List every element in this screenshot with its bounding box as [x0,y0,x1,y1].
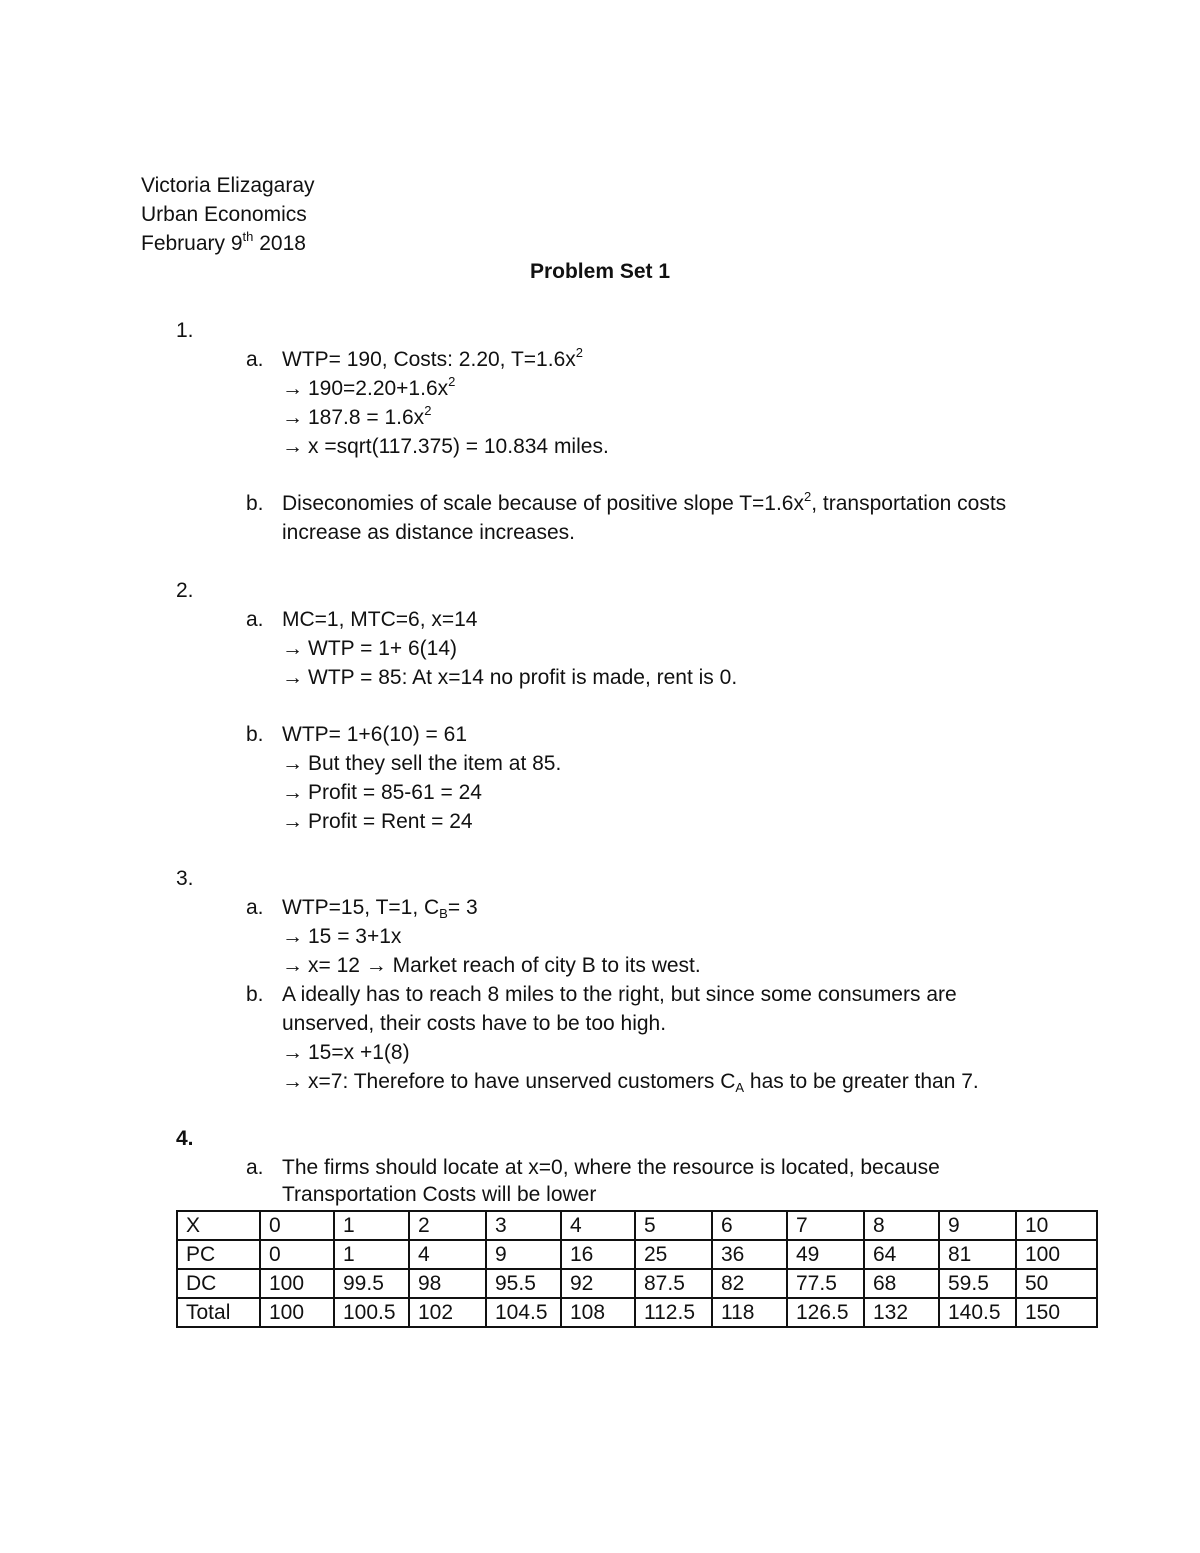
document-header [141,171,315,258]
arrow-icon: → [282,1041,303,1064]
arrow-icon: → [282,925,303,948]
course-name: Urban Economics [141,203,307,226]
table-row-header: Total [177,1298,260,1327]
q2-b-step-2: → Profit = 85-61 = 24 [282,778,482,807]
q3-b-step-2: → x=7: Therefore to have unserved customers $C_A$ has to be greater than 7. [282,1067,979,1096]
cost-table [176,1210,1098,1328]
arrow-icon: → [282,435,303,458]
table-row-header: PC [177,1240,260,1269]
table-cell: 1 [334,1211,409,1240]
table-cell: 150 [1016,1298,1097,1327]
table-cell: 25 [635,1240,712,1269]
table-cell: 7 [787,1211,864,1240]
arrow-icon: → [282,752,303,775]
table-cell: 100 [1016,1240,1097,1269]
arrow-icon: → [282,810,303,833]
table-cell: 64 [864,1240,939,1269]
table-cell: 108 [561,1298,635,1327]
q1-part-b-label: b. [246,492,264,515]
q3-part-b-label: b. [246,983,264,1006]
table-cell: 104.5 [486,1298,561,1327]
table-cell: 98 [409,1269,486,1298]
q2-a-step-2: → WTP = 85: At x=14 no profit is made, rent is 0. [282,663,737,692]
table-cell: 82 [712,1269,787,1298]
q1-a-step-1: → $190=2.20+1.6x^2$ [282,374,455,403]
table-cell: 0 [260,1240,334,1269]
q2-a-step-1: → WTP = 1+ 6(14) [282,634,457,663]
table-cell: 16 [561,1240,635,1269]
table-cell: 5 [635,1211,712,1240]
q2-b-step-1: → But they sell the item at 85. [282,749,561,778]
q2-part-a-label: a. [246,608,264,631]
table-cell: 49 [787,1240,864,1269]
q1-part-b-line-2: increase as distance increases. [282,521,575,544]
table-cell: 132 [864,1298,939,1327]
question-2-number: 2. [176,579,194,602]
table-cell: 2 [409,1211,486,1240]
table-row-header: X [177,1211,260,1240]
table-cell: 77.5 [787,1269,864,1298]
table-row-header: DC [177,1269,260,1298]
table-cell: 4 [561,1211,635,1240]
arrow-icon: → [282,406,303,429]
arrow-icon: → [282,954,303,977]
arrow-icon: → [282,377,303,400]
q2-b-step-3: → Profit = Rent = 24 [282,807,473,836]
arrow-icon: → [282,1070,303,1093]
arrow-icon: → [282,666,303,689]
q3-part-b-line-2: unserved, their costs have to be too high. [282,1012,667,1035]
cost-table-body [177,1211,1097,1327]
table-cell: 95.5 [486,1269,561,1298]
table-cell: 118 [712,1298,787,1327]
table-cell: 0 [260,1211,334,1240]
q3-part-b-line-1: A ideally has to reach 8 miles to the right, but since some consumers are [282,983,957,1006]
q4-part-a-line-1: The firms should locate at x=0, where the resource is located, because [282,1156,940,1179]
question-1-number: 1. [176,319,194,342]
q2-part-a-text: MC=1, MTC=6, x=14 [282,608,478,631]
arrow-icon: → [365,954,387,977]
q2-part-b-label: b. [246,723,264,746]
table-cell: 59.5 [939,1269,1016,1298]
q4-part-a-line-2: Transportation Costs will be lower [282,1183,597,1206]
table-cell: 112.5 [635,1298,712,1327]
table-cell: 126.5 [787,1298,864,1327]
document-date: February 9th 2018 [141,229,306,255]
q1-a-step-3: → x =sqrt(117.375) = 10.834 miles. [282,432,609,461]
q1-part-a-label: a. [246,348,264,371]
table-cell: 10 [1016,1211,1097,1240]
table-cell: 87.5 [635,1269,712,1298]
table-cell: 9 [486,1240,561,1269]
q1-a-step-2: → $187.8 = 1.6x^2$ [282,403,431,432]
table-cell: 4 [409,1240,486,1269]
author-name: Victoria Elizagaray [141,174,315,197]
table-cell: 8 [864,1211,939,1240]
table-row [177,1298,1097,1327]
table-cell: 3 [486,1211,561,1240]
question-3-number: 3. [176,867,194,890]
q1-part-a-text: WTP= 190, Costs: 2.20, $T=1.6x^2$ [282,345,583,371]
table-cell: 68 [864,1269,939,1298]
document-title: Problem Set 1 [529,260,671,283]
question-4-number: 4. [176,1127,194,1150]
table-cell: 102 [409,1298,486,1327]
q2-part-b-text: WTP= 1+6(10) = 61 [282,723,468,746]
q3-part-a-label: a. [246,896,264,919]
q3-a-step-1: → 15 = 3+1x [282,922,401,951]
table-row [177,1211,1097,1240]
arrow-icon: → [282,637,303,660]
table-cell: 36 [712,1240,787,1269]
q3-part-a-text: WTP=15, T=1, $C_B= 3$ [282,896,478,921]
table-row [177,1269,1097,1298]
table-cell: 6 [712,1211,787,1240]
table-cell: 81 [939,1240,1016,1269]
table-cell: 100.5 [334,1298,409,1327]
table-cell: 50 [1016,1269,1097,1298]
q3-b-step-1: → 15=x +1(8) [282,1038,410,1067]
table-cell: 100 [260,1269,334,1298]
arrow-icon: → [282,781,303,804]
table-cell: 9 [939,1211,1016,1240]
table-cell: 140.5 [939,1298,1016,1327]
q3-a-step-2: → x= 12 → Market reach of city B to its west. [282,951,701,980]
table-row [177,1240,1097,1269]
q4-part-a-label: a. [246,1156,264,1179]
q1-part-b-line-1: Diseconomies of scale because of positive slope $T=1.6x^2$, transportation costs [282,489,1007,515]
table-cell: 100 [260,1298,334,1327]
table-cell: 92 [561,1269,635,1298]
table-cell: 1 [334,1240,409,1269]
table-cell: 99.5 [334,1269,409,1298]
